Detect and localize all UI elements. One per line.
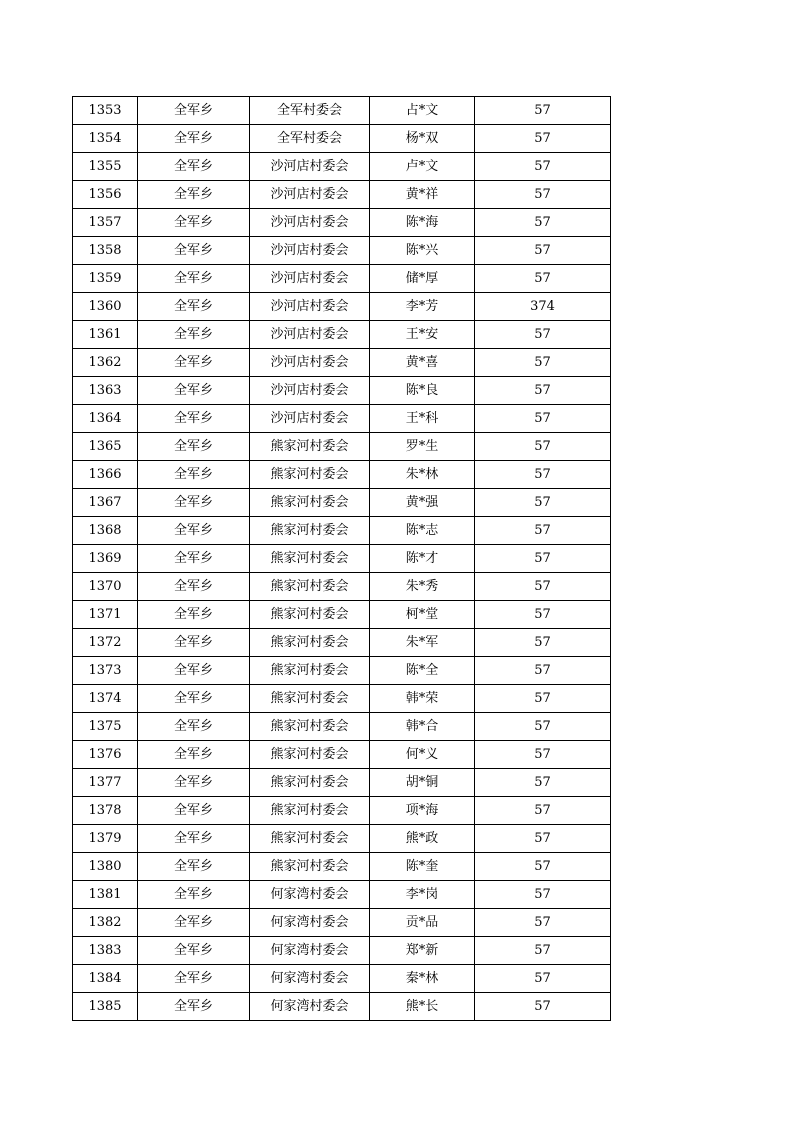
cell-number: 1374 xyxy=(73,685,138,713)
table-row xyxy=(73,181,611,209)
table-row xyxy=(73,685,611,713)
cell-person-name: 韩*荣 xyxy=(370,685,475,713)
cell-village-committee: 熊家河村委会 xyxy=(250,657,370,685)
cell-township: 全军乡 xyxy=(138,685,250,713)
cell-township: 全军乡 xyxy=(138,797,250,825)
cell-township: 全军乡 xyxy=(138,349,250,377)
cell-person-name: 李*岗 xyxy=(370,881,475,909)
cell-person-name: 卢*文 xyxy=(370,153,475,181)
cell-person-name: 陈*全 xyxy=(370,657,475,685)
cell-person-name: 贡*品 xyxy=(370,909,475,937)
cell-village-committee: 何家湾村委会 xyxy=(250,937,370,965)
cell-number: 1377 xyxy=(73,769,138,797)
cell-village-committee: 全军村委会 xyxy=(250,97,370,125)
table-row xyxy=(73,853,611,881)
cell-person-name: 项*海 xyxy=(370,797,475,825)
cell-township: 全军乡 xyxy=(138,657,250,685)
table-row xyxy=(73,909,611,937)
cell-number: 1385 xyxy=(73,993,138,1021)
cell-number: 1366 xyxy=(73,461,138,489)
cell-amount: 57 xyxy=(475,461,611,489)
table-row xyxy=(73,629,611,657)
cell-amount: 374 xyxy=(475,293,611,321)
cell-township: 全军乡 xyxy=(138,181,250,209)
cell-amount: 57 xyxy=(475,629,611,657)
cell-amount: 57 xyxy=(475,657,611,685)
cell-village-committee: 沙河店村委会 xyxy=(250,209,370,237)
cell-person-name: 陈*才 xyxy=(370,545,475,573)
cell-person-name: 秦*林 xyxy=(370,965,475,993)
table-row xyxy=(73,573,611,601)
cell-number: 1368 xyxy=(73,517,138,545)
cell-number: 1378 xyxy=(73,797,138,825)
cell-person-name: 王*科 xyxy=(370,405,475,433)
cell-village-committee: 沙河店村委会 xyxy=(250,293,370,321)
cell-village-committee: 熊家河村委会 xyxy=(250,573,370,601)
cell-person-name: 朱*秀 xyxy=(370,573,475,601)
cell-number: 1367 xyxy=(73,489,138,517)
cell-number: 1369 xyxy=(73,545,138,573)
cell-village-committee: 熊家河村委会 xyxy=(250,825,370,853)
cell-village-committee: 沙河店村委会 xyxy=(250,153,370,181)
cell-person-name: 胡*铜 xyxy=(370,769,475,797)
cell-number: 1358 xyxy=(73,237,138,265)
cell-number: 1353 xyxy=(73,97,138,125)
cell-number: 1359 xyxy=(73,265,138,293)
table-row xyxy=(73,209,611,237)
cell-township: 全军乡 xyxy=(138,713,250,741)
cell-village-committee: 熊家河村委会 xyxy=(250,545,370,573)
table-row xyxy=(73,265,611,293)
table-row xyxy=(73,965,611,993)
cell-number: 1354 xyxy=(73,125,138,153)
cell-amount: 57 xyxy=(475,209,611,237)
cell-township: 全军乡 xyxy=(138,489,250,517)
cell-amount: 57 xyxy=(475,433,611,461)
cell-amount: 57 xyxy=(475,545,611,573)
cell-amount: 57 xyxy=(475,153,611,181)
cell-township: 全军乡 xyxy=(138,293,250,321)
table-row xyxy=(73,545,611,573)
cell-person-name: 黄*祥 xyxy=(370,181,475,209)
cell-amount: 57 xyxy=(475,97,611,125)
cell-person-name: 黄*强 xyxy=(370,489,475,517)
cell-village-committee: 熊家河村委会 xyxy=(250,741,370,769)
cell-person-name: 朱*林 xyxy=(370,461,475,489)
cell-amount: 57 xyxy=(475,405,611,433)
cell-village-committee: 熊家河村委会 xyxy=(250,685,370,713)
cell-amount: 57 xyxy=(475,601,611,629)
cell-number: 1372 xyxy=(73,629,138,657)
cell-village-committee: 何家湾村委会 xyxy=(250,909,370,937)
table-row xyxy=(73,881,611,909)
table-row xyxy=(73,993,611,1021)
cell-amount: 57 xyxy=(475,321,611,349)
cell-amount: 57 xyxy=(475,769,611,797)
cell-number: 1379 xyxy=(73,825,138,853)
cell-amount: 57 xyxy=(475,685,611,713)
cell-person-name: 占*文 xyxy=(370,97,475,125)
cell-amount: 57 xyxy=(475,265,611,293)
cell-township: 全军乡 xyxy=(138,993,250,1021)
table-row xyxy=(73,517,611,545)
cell-number: 1373 xyxy=(73,657,138,685)
table-row xyxy=(73,97,611,125)
cell-person-name: 黄*喜 xyxy=(370,349,475,377)
cell-number: 1381 xyxy=(73,881,138,909)
cell-number: 1383 xyxy=(73,937,138,965)
table-row xyxy=(73,825,611,853)
cell-township: 全军乡 xyxy=(138,461,250,489)
cell-person-name: 陈*兴 xyxy=(370,237,475,265)
cell-person-name: 陈*海 xyxy=(370,209,475,237)
cell-person-name: 郑*新 xyxy=(370,937,475,965)
table-row xyxy=(73,377,611,405)
cell-person-name: 陈*志 xyxy=(370,517,475,545)
cell-person-name: 朱*军 xyxy=(370,629,475,657)
cell-township: 全军乡 xyxy=(138,573,250,601)
cell-amount: 57 xyxy=(475,377,611,405)
cell-person-name: 李*芳 xyxy=(370,293,475,321)
cell-person-name: 何*义 xyxy=(370,741,475,769)
cell-number: 1380 xyxy=(73,853,138,881)
cell-person-name: 罗*生 xyxy=(370,433,475,461)
cell-number: 1363 xyxy=(73,377,138,405)
cell-township: 全军乡 xyxy=(138,937,250,965)
table-row xyxy=(73,601,611,629)
table-row xyxy=(73,769,611,797)
cell-village-committee: 熊家河村委会 xyxy=(250,713,370,741)
cell-township: 全军乡 xyxy=(138,545,250,573)
cell-township: 全军乡 xyxy=(138,209,250,237)
table-row xyxy=(73,741,611,769)
cell-township: 全军乡 xyxy=(138,825,250,853)
cell-amount: 57 xyxy=(475,881,611,909)
cell-village-committee: 熊家河村委会 xyxy=(250,629,370,657)
table-row xyxy=(73,713,611,741)
cell-village-committee: 沙河店村委会 xyxy=(250,321,370,349)
cell-amount: 57 xyxy=(475,237,611,265)
cell-village-committee: 沙河店村委会 xyxy=(250,181,370,209)
cell-township: 全军乡 xyxy=(138,321,250,349)
cell-number: 1355 xyxy=(73,153,138,181)
cell-village-committee: 熊家河村委会 xyxy=(250,853,370,881)
cell-village-committee: 沙河店村委会 xyxy=(250,265,370,293)
cell-township: 全军乡 xyxy=(138,237,250,265)
cell-village-committee: 熊家河村委会 xyxy=(250,601,370,629)
cell-person-name: 熊*长 xyxy=(370,993,475,1021)
cell-township: 全军乡 xyxy=(138,433,250,461)
data-table xyxy=(72,96,611,1021)
cell-village-committee: 熊家河村委会 xyxy=(250,489,370,517)
cell-amount: 57 xyxy=(475,349,611,377)
cell-amount: 57 xyxy=(475,713,611,741)
cell-village-committee: 沙河店村委会 xyxy=(250,349,370,377)
cell-township: 全军乡 xyxy=(138,629,250,657)
cell-village-committee: 沙河店村委会 xyxy=(250,237,370,265)
table-row xyxy=(73,237,611,265)
cell-village-committee: 何家湾村委会 xyxy=(250,881,370,909)
cell-amount: 57 xyxy=(475,741,611,769)
cell-number: 1370 xyxy=(73,573,138,601)
table-row xyxy=(73,489,611,517)
cell-township: 全军乡 xyxy=(138,909,250,937)
cell-number: 1365 xyxy=(73,433,138,461)
cell-amount: 57 xyxy=(475,797,611,825)
cell-amount: 57 xyxy=(475,573,611,601)
cell-amount: 57 xyxy=(475,825,611,853)
cell-person-name: 杨*双 xyxy=(370,125,475,153)
table-row xyxy=(73,125,611,153)
cell-township: 全军乡 xyxy=(138,265,250,293)
cell-number: 1384 xyxy=(73,965,138,993)
cell-township: 全军乡 xyxy=(138,517,250,545)
cell-person-name: 熊*政 xyxy=(370,825,475,853)
cell-village-committee: 熊家河村委会 xyxy=(250,517,370,545)
cell-township: 全军乡 xyxy=(138,405,250,433)
cell-person-name: 陈*良 xyxy=(370,377,475,405)
cell-township: 全军乡 xyxy=(138,153,250,181)
table-body xyxy=(73,97,611,1021)
cell-township: 全军乡 xyxy=(138,853,250,881)
table-row xyxy=(73,657,611,685)
cell-township: 全军乡 xyxy=(138,97,250,125)
cell-township: 全军乡 xyxy=(138,741,250,769)
table-row xyxy=(73,461,611,489)
cell-number: 1382 xyxy=(73,909,138,937)
cell-amount: 57 xyxy=(475,937,611,965)
table-row xyxy=(73,797,611,825)
table-row xyxy=(73,433,611,461)
cell-village-committee: 沙河店村委会 xyxy=(250,405,370,433)
cell-number: 1375 xyxy=(73,713,138,741)
cell-township: 全军乡 xyxy=(138,377,250,405)
table-row xyxy=(73,153,611,181)
cell-number: 1376 xyxy=(73,741,138,769)
cell-number: 1357 xyxy=(73,209,138,237)
table-row xyxy=(73,405,611,433)
cell-person-name: 陈*奎 xyxy=(370,853,475,881)
table-row xyxy=(73,321,611,349)
cell-amount: 57 xyxy=(475,909,611,937)
cell-township: 全军乡 xyxy=(138,769,250,797)
cell-village-committee: 沙河店村委会 xyxy=(250,377,370,405)
cell-township: 全军乡 xyxy=(138,881,250,909)
cell-amount: 57 xyxy=(475,125,611,153)
cell-number: 1371 xyxy=(73,601,138,629)
cell-village-committee: 熊家河村委会 xyxy=(250,769,370,797)
cell-amount: 57 xyxy=(475,853,611,881)
cell-village-committee: 全军村委会 xyxy=(250,125,370,153)
cell-village-committee: 何家湾村委会 xyxy=(250,993,370,1021)
cell-number: 1362 xyxy=(73,349,138,377)
cell-village-committee: 熊家河村委会 xyxy=(250,461,370,489)
cell-person-name: 柯*堂 xyxy=(370,601,475,629)
cell-amount: 57 xyxy=(475,489,611,517)
cell-amount: 57 xyxy=(475,965,611,993)
cell-number: 1364 xyxy=(73,405,138,433)
cell-amount: 57 xyxy=(475,993,611,1021)
table-row xyxy=(73,293,611,321)
cell-amount: 57 xyxy=(475,517,611,545)
cell-village-committee: 何家湾村委会 xyxy=(250,965,370,993)
table-row xyxy=(73,937,611,965)
table-row xyxy=(73,349,611,377)
cell-township: 全军乡 xyxy=(138,125,250,153)
cell-township: 全军乡 xyxy=(138,601,250,629)
cell-number: 1360 xyxy=(73,293,138,321)
cell-number: 1361 xyxy=(73,321,138,349)
cell-village-committee: 熊家河村委会 xyxy=(250,797,370,825)
cell-number: 1356 xyxy=(73,181,138,209)
cell-amount: 57 xyxy=(475,181,611,209)
cell-person-name: 王*安 xyxy=(370,321,475,349)
cell-village-committee: 熊家河村委会 xyxy=(250,433,370,461)
cell-person-name: 韩*合 xyxy=(370,713,475,741)
cell-township: 全军乡 xyxy=(138,965,250,993)
cell-person-name: 储*厚 xyxy=(370,265,475,293)
